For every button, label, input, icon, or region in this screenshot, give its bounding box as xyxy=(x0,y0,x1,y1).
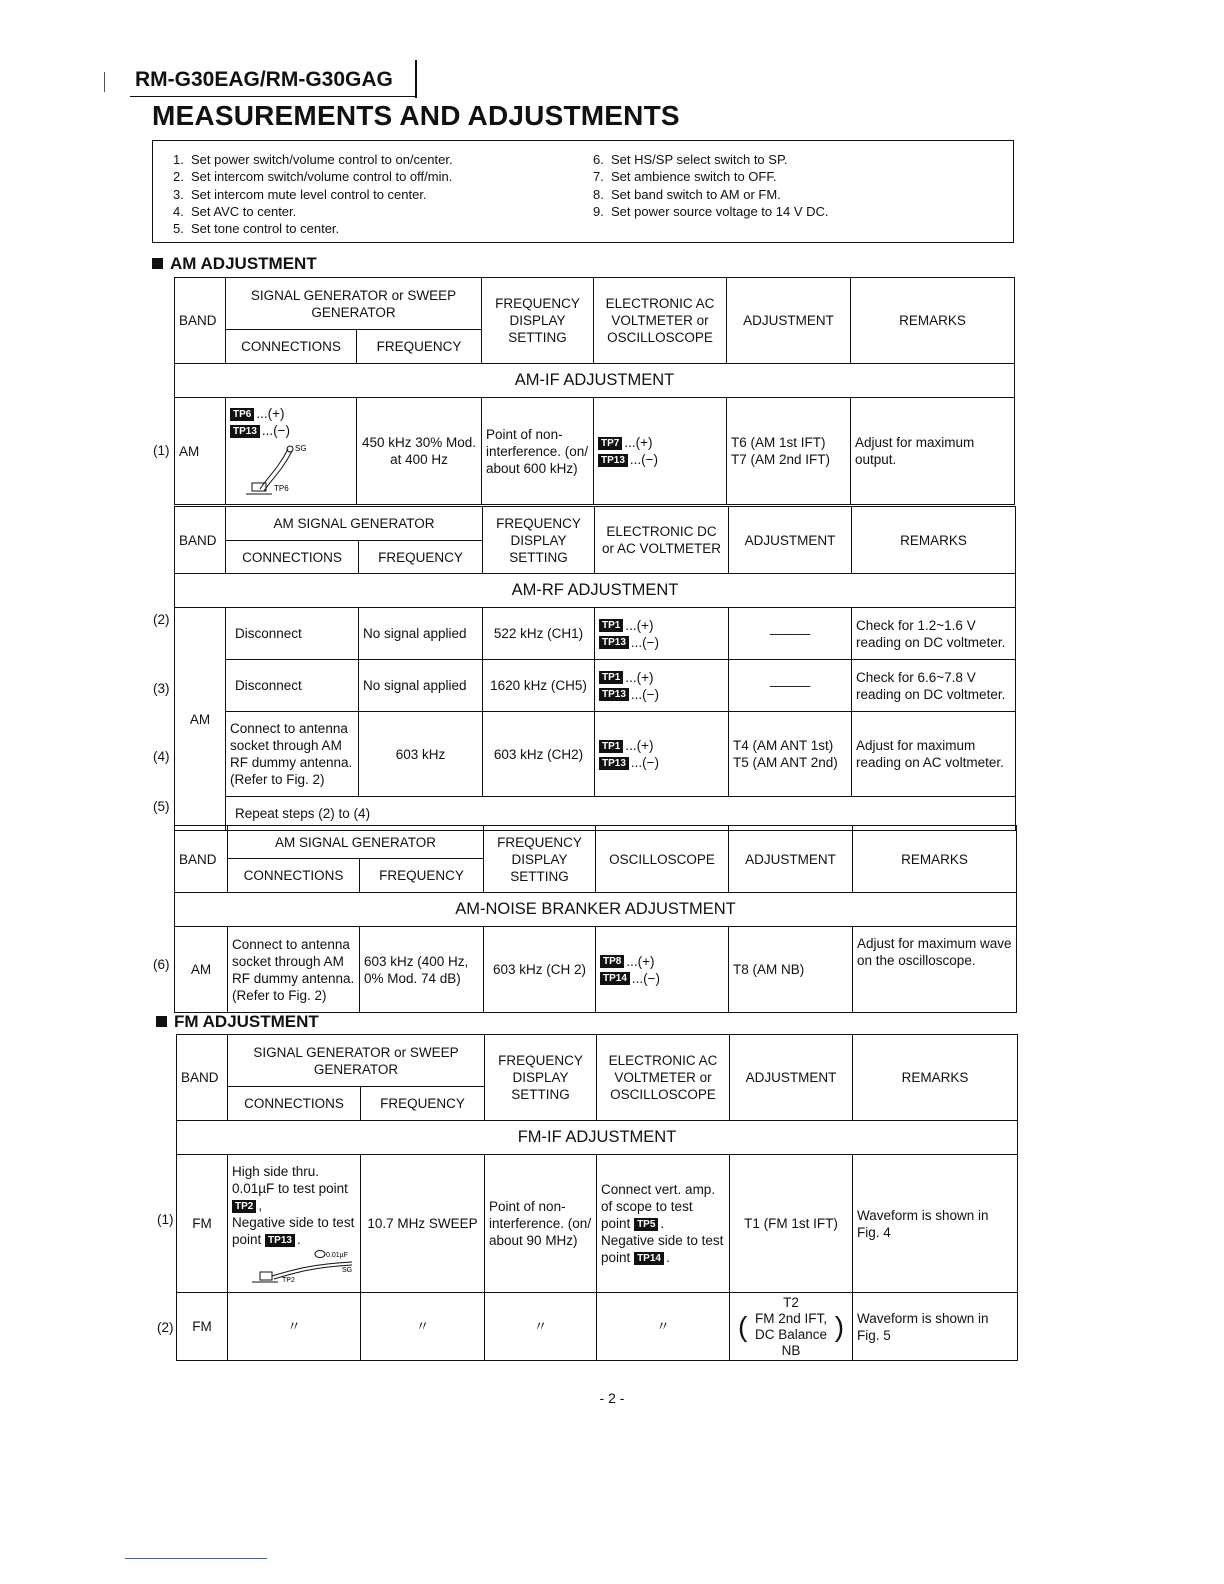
band-cell: FM xyxy=(177,1293,228,1361)
frequency-display-cell: 603 kHz (CH2) xyxy=(483,712,595,797)
connections-header: CONNECTIONS xyxy=(226,541,359,574)
frequency-cell: 10.7 MHz SWEEP xyxy=(361,1155,485,1293)
footer-rule xyxy=(125,1558,267,1559)
meter-header: ELECTRONIC DC or AC VOLTMETER xyxy=(595,507,729,574)
adjustment-cell: ——— xyxy=(729,608,852,660)
meter-cell: Connect vert. amp. of scope to test point TP5 . Negative side to test point TP14 . xyxy=(597,1155,730,1293)
right-bracket-icon: ) xyxy=(834,1310,845,1342)
page-title: MEASUREMENTS AND ADJUSTMENTS xyxy=(152,100,680,131)
test-point-badge: TP2 xyxy=(232,1200,256,1213)
setup-item: 6. Set HS/SP select switch to SP. xyxy=(593,152,788,167)
band-cell: AM xyxy=(175,927,228,1013)
ditto-cell: 〃 xyxy=(597,1293,730,1361)
band-header: BAND xyxy=(175,826,228,893)
connections-header: CONNECTIONS xyxy=(226,330,357,364)
frequency-display-header: FREQUENCY DISPLAY SETTING xyxy=(483,507,595,574)
setup-list-right xyxy=(593,151,829,220)
frequency-cell: 603 kHz (400 Hz, 0% Mod. 74 dB) xyxy=(360,927,484,1013)
bullet-square-icon xyxy=(156,1016,167,1027)
test-point-badge: TP1 xyxy=(599,740,623,753)
connections-cell: TP6 ...(+) TP13 ...(−) SG TP6 xyxy=(226,398,357,505)
step-number: (2) xyxy=(157,1320,174,1335)
adjustment-header: ADJUSTMENT xyxy=(729,826,853,893)
band-header: BAND xyxy=(177,1035,228,1121)
frequency-display-cell: Point of non-interference. (on/ about 90 MHz) xyxy=(485,1155,597,1293)
adjustment-cell: T6 (AM 1st IFT) T7 (AM 2nd IFT) xyxy=(727,398,851,505)
connections-cell: Connect to antenna socket through AM RF dummy antenna. (Refer to Fig. 2) xyxy=(228,927,360,1013)
test-point-badge: TP6 xyxy=(230,408,254,421)
frequency-display-cell: 522 kHz (CH1) xyxy=(483,608,595,660)
signal-generator-header: AM SIGNAL GENERATOR xyxy=(228,826,484,859)
page-number: - 2 - xyxy=(599,1390,625,1406)
fm-if-subheading: FM-IF ADJUSTMENT xyxy=(177,1121,1018,1155)
remarks-cell: Check for 1.2~1.6 V reading on DC voltmeter. xyxy=(852,608,1016,660)
remarks-cell: Waveform is shown in Fig. 5 xyxy=(853,1293,1018,1361)
meter-header: OSCILLOSCOPE xyxy=(596,826,729,893)
svg-text:0.01µF: 0.01µF xyxy=(326,1252,348,1259)
adjustment-cell: ——— xyxy=(729,660,852,712)
test-point-badge: TP13 xyxy=(265,1234,295,1247)
band-cell: AM xyxy=(175,398,226,505)
connections-header: CONNECTIONS xyxy=(228,1087,361,1121)
step-number: (2) xyxy=(153,612,170,627)
remarks-header: REMARKS xyxy=(851,278,1015,364)
repeat-steps-cell: Repeat steps (2) to (4) xyxy=(226,797,1016,831)
meter-cell: TP1 ...(+) TP13 ...(−) xyxy=(595,712,729,797)
setup-instructions xyxy=(152,140,1014,243)
connections-cell: Connect to antenna socket through AM RF dummy antenna. (Refer to Fig. 2) xyxy=(226,712,359,797)
test-point-badge: TP13 xyxy=(230,425,260,438)
band-cell: FM xyxy=(177,1155,228,1293)
frequency-display-header: FREQUENCY DISPLAY SETTING xyxy=(482,278,594,364)
meter-cell: TP1 ...(+) TP13 ...(−) xyxy=(595,608,729,660)
meter-cell: TP7 ...(+) TP13 ...(−) xyxy=(594,398,727,505)
remarks-cell: Adjust for maximum reading on AC voltmeter. xyxy=(852,712,1016,797)
test-point-badge: TP1 xyxy=(599,619,623,632)
adjustment-header: ADJUSTMENT xyxy=(730,1035,853,1121)
setup-item: 7. Set ambience switch to OFF. xyxy=(593,169,777,185)
am-rf-subheading: AM-RF ADJUSTMENT xyxy=(175,574,1016,608)
band-header: BAND xyxy=(175,278,226,364)
svg-text:SG: SG xyxy=(342,1267,353,1274)
remarks-header: REMARKS xyxy=(852,507,1016,574)
am-noise-blanker-table xyxy=(174,825,1017,1013)
remarks-cell: Waveform is shown in Fig. 4 xyxy=(853,1155,1018,1293)
setup-item: 4. Set AVC to center. xyxy=(173,203,297,219)
step-number: (3) xyxy=(153,681,170,696)
setup-item: 3. Set intercom mute level control to center. xyxy=(173,186,427,202)
probe-connection-diagram xyxy=(232,1248,357,1284)
frequency-display-cell: Point of non-interference. (on/ about 600 kHz) xyxy=(482,398,594,505)
frequency-cell: No signal applied xyxy=(359,608,483,660)
setup-item: 1. Set power switch/volume control to on/center. xyxy=(173,152,453,167)
step-number: (1) xyxy=(153,443,170,458)
test-point-badge: TP1 xyxy=(599,671,623,684)
test-point-badge: TP13 xyxy=(598,454,628,467)
am-rf-table xyxy=(174,506,1016,831)
am-nb-subheading: AM-NOISE BRANKER ADJUSTMENT xyxy=(175,893,1017,927)
test-point-badge: TP14 xyxy=(634,1252,664,1265)
fm-if-table xyxy=(176,1034,1018,1361)
step-number: (6) xyxy=(153,957,170,972)
remarks-cell: Adjust for maximum wave on the oscilloscope. xyxy=(853,927,1017,1013)
frequency-header: FREQUENCY xyxy=(357,330,482,364)
frequency-cell: No signal applied xyxy=(359,660,483,712)
meter-cell: TP8 ...(+) TP14 ...(−) xyxy=(596,927,729,1013)
test-point-badge: TP14 xyxy=(600,972,630,985)
am-if-table xyxy=(174,277,1015,505)
adjustment-cell: T1 (FM 1st IFT) xyxy=(730,1155,853,1293)
adjustment-cell: T4 (AM ANT 1st) T5 (AM ANT 2nd) xyxy=(729,712,852,797)
svg-text:SG: SG xyxy=(295,444,307,453)
adjustment-header: ADJUSTMENT xyxy=(729,507,852,574)
remarks-cell: Adjust for maximum output. xyxy=(851,398,1015,505)
fm-adjustment-heading: FM ADJUSTMENT xyxy=(156,1012,319,1032)
meter-header: ELECTRONIC AC VOLTMETER or OSCILLOSCOPE xyxy=(597,1035,730,1121)
connections-cell: Disconnect xyxy=(226,608,359,660)
connections-cell: Disconnect xyxy=(226,660,359,712)
left-bracket-icon: ( xyxy=(738,1310,748,1342)
adjustment-header: ADJUSTMENT xyxy=(727,278,851,364)
svg-text:TP2: TP2 xyxy=(282,1277,295,1284)
setup-item: 5. Set tone control to center. xyxy=(173,221,340,237)
test-point-badge: TP13 xyxy=(599,636,629,649)
connections-header: CONNECTIONS xyxy=(228,859,360,893)
adjustment-cell: T2 ( FM 2nd IFT, DC Balance ) NB xyxy=(730,1293,853,1361)
header-divider xyxy=(415,60,417,98)
remarks-cell: Check for 6.6~7.8 V reading on DC voltmeter. xyxy=(852,660,1016,712)
ditto-cell: 〃 xyxy=(485,1293,597,1361)
probe-connection-diagram xyxy=(230,439,340,497)
band-header: BAND xyxy=(175,507,226,574)
frequency-display-header: FREQUENCY DISPLAY SETTING xyxy=(484,826,596,893)
frequency-header: FREQUENCY xyxy=(361,1087,485,1121)
adjustment-cell: T8 (AM NB) xyxy=(729,927,853,1013)
frequency-cell: 450 kHz 30% Mod. at 400 Hz xyxy=(357,398,482,505)
connections-cell: High side thru. 0.01µF to test pointTP2 , Negative side to test point TP13 . 0.01µF SG TP2 xyxy=(228,1155,361,1293)
remarks-header: REMARKS xyxy=(853,826,1017,893)
ditto-cell: 〃 xyxy=(361,1293,485,1361)
meter-header: ELECTRONIC AC VOLTMETER or OSCILLOSCOPE xyxy=(594,278,727,364)
test-point-badge: TP8 xyxy=(600,955,624,968)
setup-item: 8. Set band switch to AM or FM. xyxy=(593,186,781,202)
frequency-header: FREQUENCY xyxy=(360,859,484,893)
frequency-display-header: FREQUENCY DISPLAY SETTING xyxy=(485,1035,597,1121)
svg-text:TP6: TP6 xyxy=(274,484,289,493)
meter-cell: TP1 ...(+) TP13 ...(−) xyxy=(595,660,729,712)
test-point-badge: TP13 xyxy=(599,688,629,701)
setup-item: 9. Set power source voltage to 14 V DC. xyxy=(593,203,829,219)
step-number: (5) xyxy=(153,799,170,814)
test-point-badge: TP5 xyxy=(634,1218,658,1231)
am-adjustment-heading: AM ADJUSTMENT xyxy=(152,254,317,274)
ditto-cell: 〃 xyxy=(228,1293,361,1361)
bullet-square-icon xyxy=(152,258,163,269)
setup-item: 2. Set intercom switch/volume control to off/min. xyxy=(173,169,453,185)
margin-mark xyxy=(104,72,105,92)
setup-list-left xyxy=(173,151,453,237)
signal-generator-header: AM SIGNAL GENERATOR xyxy=(226,507,483,541)
test-point-badge: TP7 xyxy=(598,437,622,450)
frequency-header: FREQUENCY xyxy=(359,541,483,574)
band-cell: AM xyxy=(175,608,226,831)
remarks-header: REMARKS xyxy=(853,1035,1018,1121)
frequency-cell: 603 kHz xyxy=(359,712,483,797)
signal-generator-header: SIGNAL GENERATOR or SWEEP GENERATOR xyxy=(228,1035,485,1087)
signal-generator-header: SIGNAL GENERATOR or SWEEP GENERATOR xyxy=(226,278,482,330)
frequency-display-cell: 603 kHz (CH 2) xyxy=(484,927,596,1013)
step-number: (4) xyxy=(153,749,170,764)
am-if-subheading: AM-IF ADJUSTMENT xyxy=(175,364,1015,398)
header-underline xyxy=(130,96,416,97)
test-point-badge: TP13 xyxy=(599,757,629,770)
model-number: RM-G30EAG/RM-G30GAG xyxy=(135,68,393,91)
frequency-display-cell: 1620 kHz (CH5) xyxy=(483,660,595,712)
step-number: (1) xyxy=(157,1212,174,1227)
